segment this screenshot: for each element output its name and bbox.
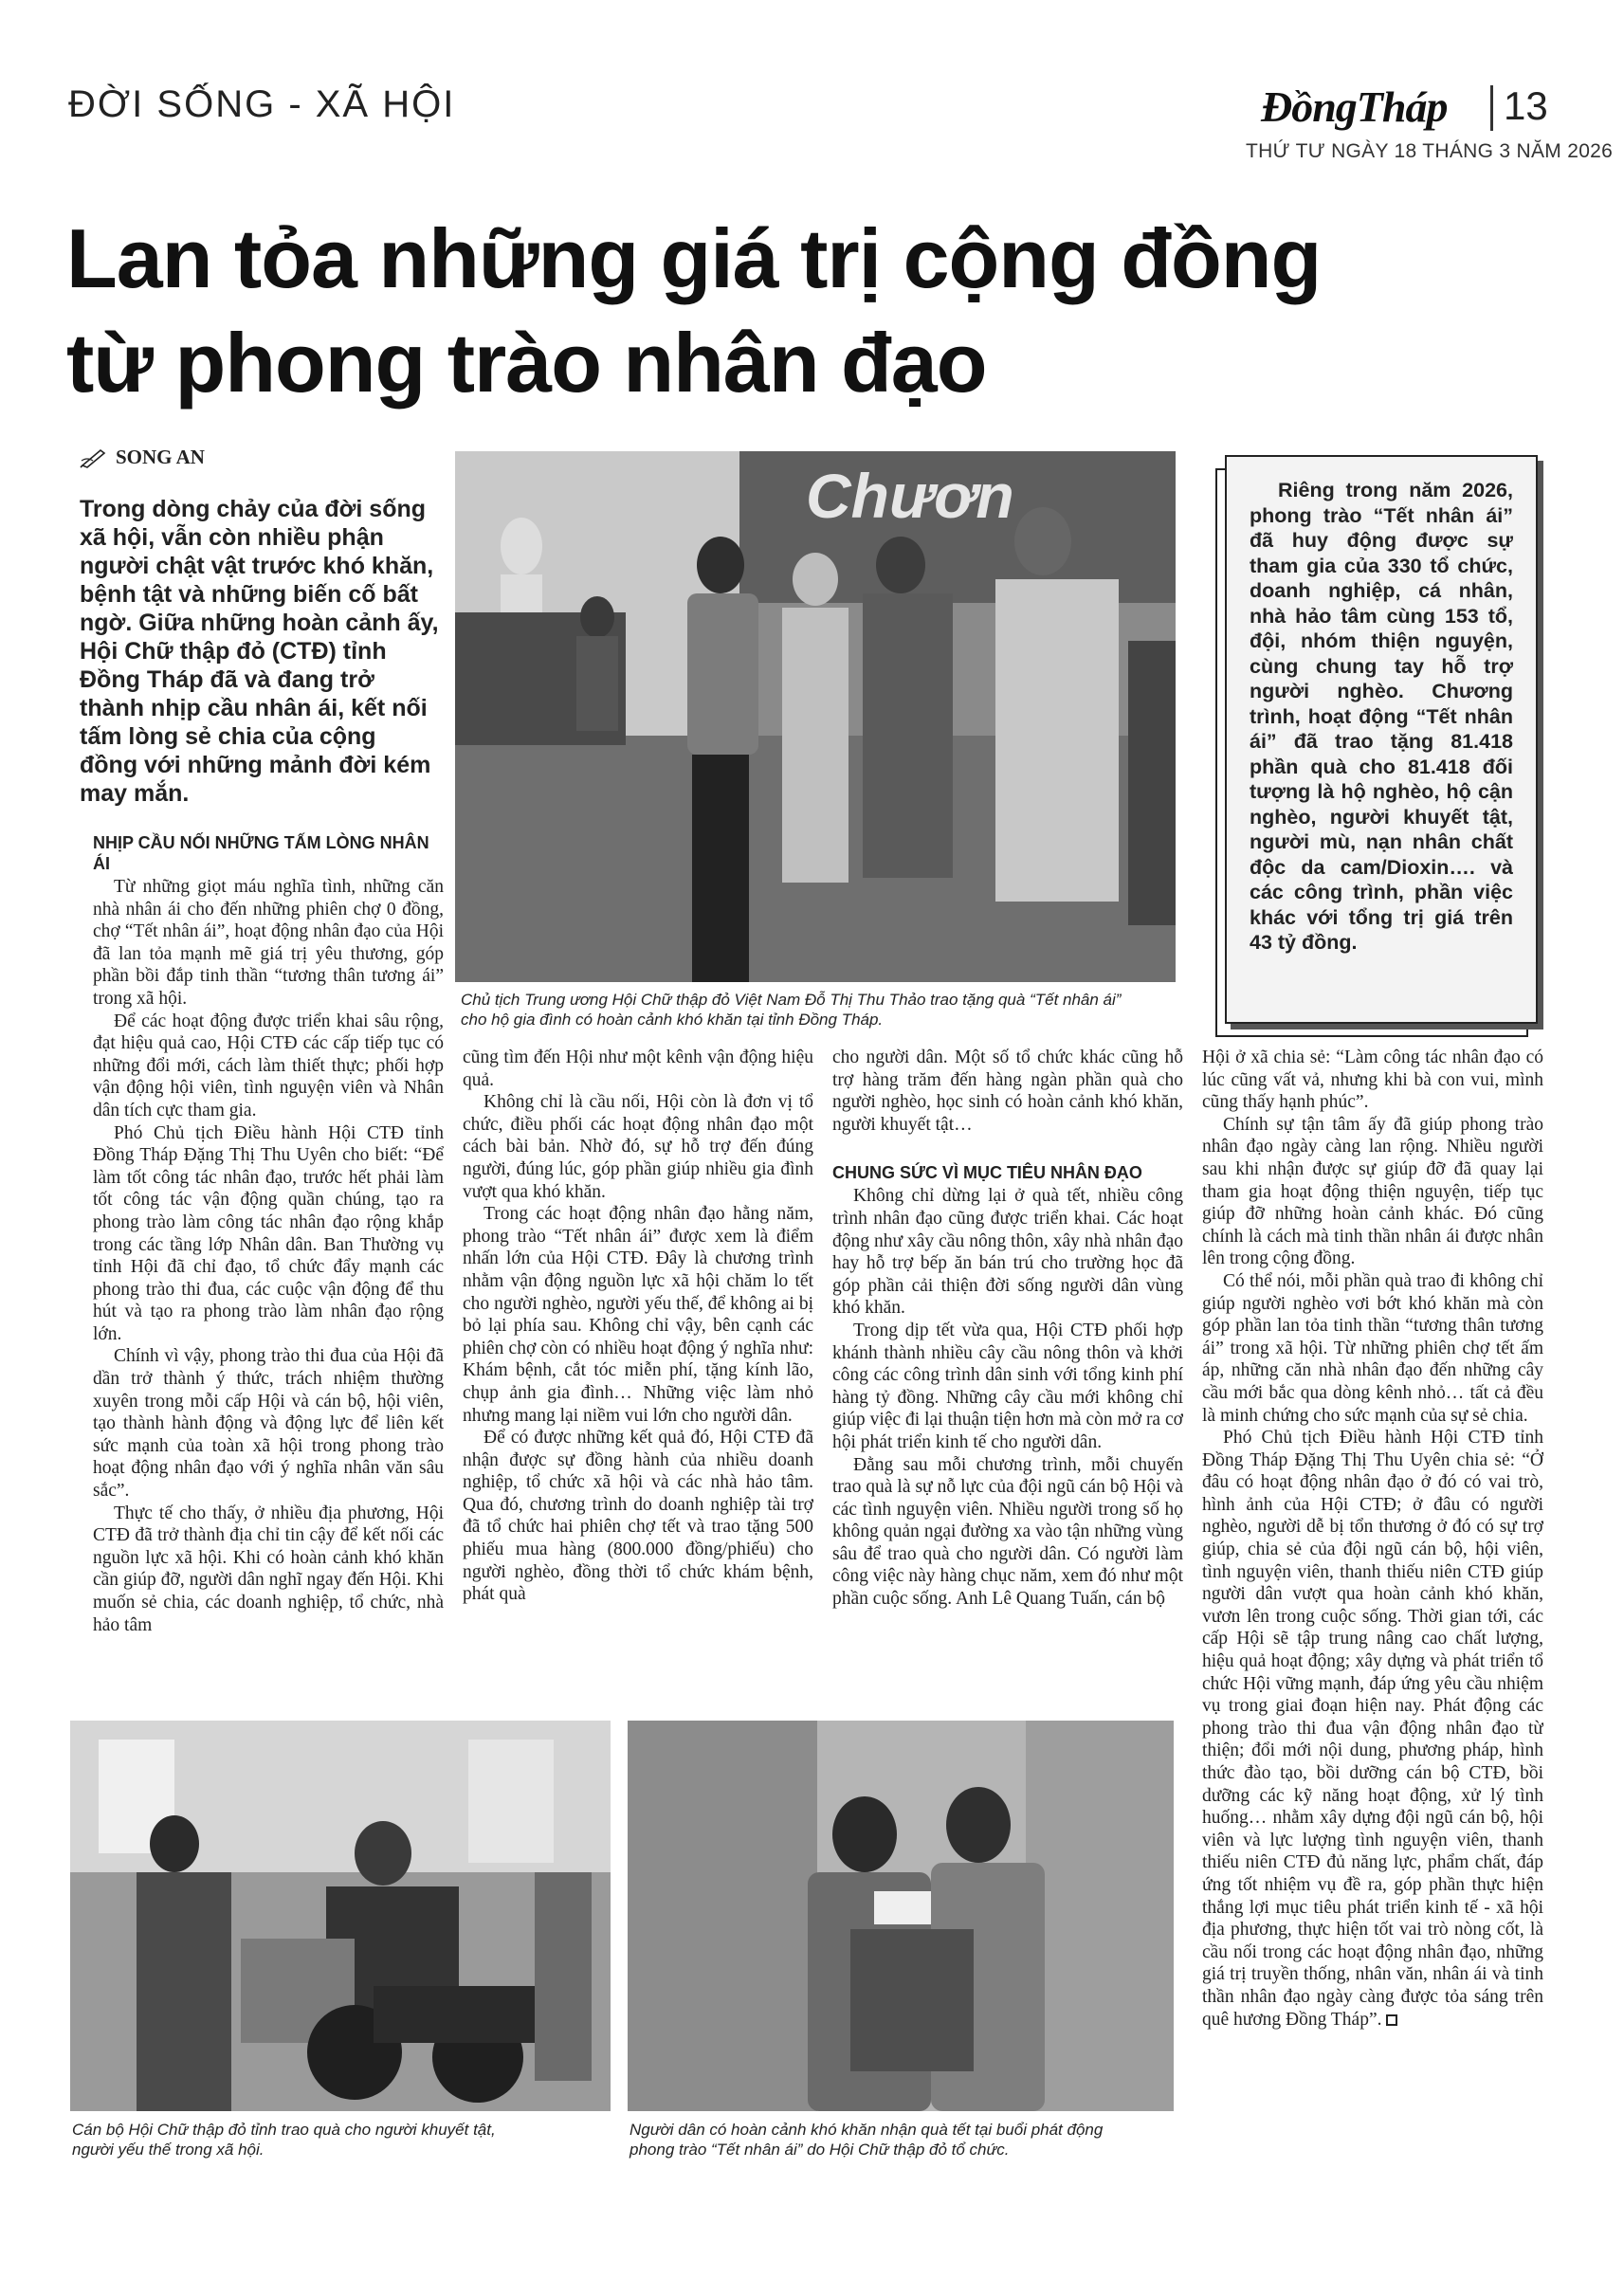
highlight-box-text: Riêng trong năm 2026, phong trào “Tết nhân ái” đã huy động được sự tham gia của 330 tổ chức, doanh nghiệp, cá nhân, nhà hảo tâm cùng 153 tổ, đội, nhóm thiện nguyện, cùng chung tay hỗ trợ người nghèo. Chương trình, hoạt động “Tết nhân ái” đã trao tặng 81.418 phần quà cho 81.418 đối tượng là hộ nghèo, hộ cận nghèo, người khuyết tật, người mù, nạn nhân chất độc da cam/Dioxin…. và các công trình, phần việc khác với tổng trị giá trên 43 tỷ đồng. (1250, 479, 1513, 954)
main-photo (455, 451, 1176, 982)
body-paragraph: Hội ở xã chia sẻ: “Làm công tác nhân đạo có lúc cũng vất vả, nhưng khi bà con vui, mình cũng thấy hạnh phúc”. (1202, 1048, 1543, 1113)
page-number-divider (1490, 85, 1493, 131)
body-paragraph: cũng tìm đến Hội như một kênh vận động hiệu quả. (463, 1048, 813, 1090)
issue-date: THỨ TƯ NGÀY 18 THÁNG 3 NĂM 2026 (1246, 140, 1614, 162)
masthead-logo: ĐồngTháp (1261, 82, 1448, 131)
body-paragraph: Từ những giọt máu nghĩa tình, những căn nhà nhân ái cho đến những phiên chợ 0 đồng, chợ “Tết nhân ái”, hoạt động nhân đạo của Hội đã lan tỏa mạnh mẽ giá trị yêu thương, góp phần bồi đắp tinh thần “tương thân tương ái” trong xã hội. (93, 877, 444, 1009)
bottom-left-caption-line-2: người yếu thế trong xã hội. (72, 2141, 265, 2159)
subheading-2: CHUNG SỨC VÌ MỤC TIÊU NHÂN ĐẠO (832, 1163, 1142, 1183)
body-paragraph: Chính sự tận tâm ấy đã giúp phong trào nhân đạo ngày càng lan rộng. Nhiều người sau khi nhận được sự giúp đỡ đã quay lại tham gia hoạt động thiện nguyện, tiếp tục giúp đỡ những hoàn cảnh khác. Đó cũng chính là cách mà tinh thần nhân ái được nhân lên trong cộng đồng. (1202, 1114, 1543, 1269)
highlight-box (1215, 468, 1528, 1037)
bottom-right-caption-line-1: Người dân có hoàn cảnh khó khăn nhận quà tết tại buổi phát động (630, 2121, 1104, 2139)
article-column-4 (1202, 1047, 1543, 2222)
byline (80, 446, 205, 469)
main-photo-caption (461, 990, 1181, 1030)
author-name: SONG AN (116, 446, 205, 468)
pen-icon (80, 447, 108, 468)
article-column-2 (463, 1047, 813, 1710)
bottom-right-caption-line-2: phong trào “Tết nhân ái” do Hội Chữ thập đỏ tổ chức. (630, 2141, 1010, 2159)
subheading-1: NHỊP CẦU NỐI NHỮNG TẤM LÒNG NHÂN ÁI (93, 833, 429, 873)
bottom-left-caption-line-1: Cán bộ Hội Chữ thập đỏ tỉnh trao quà cho người khuyết tật, (72, 2121, 496, 2139)
body-paragraph: Không chỉ dừng lại ở quà tết, nhiều công trình nhân đạo cũng được triển khai. Các hoạt động như xây cầu nông thôn, xây nhà nhân đạo hay hỗ trợ bếp ăn bán trú cho trường học đã góp phần cải thiện đời sống người dân vùng khó khăn. (832, 1186, 1183, 1319)
bottom-left-caption (72, 2120, 612, 2159)
body-paragraph: Không chỉ là cầu nối, Hội còn là đơn vị tổ chức, điều phối các hoạt động nhân đạo một cách bài bản. Nhờ đó, sự hỗ trợ đến đúng người, đúng lúc, góp phần giúp nhiều gia đình vượt qua khó khăn. (463, 1092, 813, 1202)
bottom-left-photo (70, 1721, 611, 2111)
body-paragraph: Có thể nói, mỗi phần quà trao đi không chỉ giúp người nghèo vơi bớt khó khăn mà còn góp phần lan tỏa tinh thần “tương thân tương ái” trong xã hội. Từ những phiên chợ tết ấm áp, những căn nhà nhân đạo đến những cây cầu mới bắc qua dòng kênh nhỏ… tất cả đều là minh chứng cho sức mạnh của sự sẻ chia. (1202, 1270, 1543, 1426)
body-paragraph: Trong dịp tết vừa qua, Hội CTĐ phối hợp khánh thành nhiều cây cầu nông thôn và khởi công các công trình dân sinh với tổng kinh phí hàng tỷ đồng. Những cây cầu mới không chỉ giúp việc đi lại thuận tiện hơn mà còn mở ra cơ hội phát triển kinh tế cho người dân. (832, 1320, 1183, 1452)
article-column-3 (832, 1047, 1183, 1710)
bottom-right-photo (628, 1721, 1174, 2111)
body-paragraph: Để các hoạt động được triển khai sâu rộng, đạt hiệu quả cao, Hội CTĐ các cấp tiếp tục có những đổi mới, cách làm thiết thực; phối hợp vận động hội viên, tình nguyện viên và Nhân dân tích cực tham gia. (93, 1011, 444, 1121)
body-paragraph: Để có được những kết quả đó, Hội CTĐ đã nhận được sự đồng hành của nhiều doanh nghiệp, tổ chức xã hội và các nhà hảo tâm. Qua đó, chương trình do doanh nghiệp tài trợ đã tổ chức hai phiên chợ tết và trao tặng 500 phiếu mua hàng (800.000 đồng/phiếu) cho người nghèo, đồng thời tổ chức khám bệnh, phát quà (463, 1428, 813, 1605)
body-paragraph: Đằng sau mỗi chương trình, mỗi chuyến trao quà là sự nỗ lực của đội ngũ cán bộ Hội và các tình nguyện viên. Nhiều người trong số họ không quản ngại đường xa vào tận những vùng sâu để trao quà cho người dân. Có người làm công việc này hàng chục năm, xem đó như một phần cuộc sống. Anh Lê Quang Tuấn, cán bộ (832, 1454, 1183, 1610)
bottom-right-caption (630, 2120, 1198, 2159)
body-paragraph: Thực tế cho thấy, ở nhiều địa phương, Hội CTĐ đã trở thành địa chỉ tin cậy để kết nối các nguồn lực xã hội. Khi có hoàn cảnh khó khăn cần giúp đỡ, người dân nghĩ ngay đến Hội. Khi muốn sẻ chia, các doanh nghiệp, tổ chức, nhà hảo tâm (93, 1503, 444, 1635)
body-paragraph: Trong các hoạt động nhân đạo hằng năm, phong trào “Tết nhân ái” được xem là điểm nhấn lớn của Hội CTĐ. Đây là chương trình nhằm vận động nguồn lực xã hội chăm lo tết cho người nghèo, người yếu thế, để không ai bị bỏ lại phía sau. Không chỉ vậy, bên cạnh các phiên chợ còn có nhiều hoạt động ý nghĩa như: Khám bệnh, cắt tóc miễn phí, tặng kính lão, chụp ảnh gia đình… Những việc làm nhỏ nhưng mang lại niềm vui lớn cho người dân. (463, 1204, 813, 1426)
main-caption-line-2: cho hộ gia đình có hoàn cảnh khó khăn tại tỉnh Đồng Tháp. (461, 1011, 884, 1029)
main-caption-line-1: Chủ tịch Trung ương Hội Chữ thập đỏ Việt Nam Đỗ Thị Thu Thảo trao tặng quà “Tết nhân ái” (461, 991, 1122, 1009)
body-paragraph: Phó Chủ tịch Điều hành Hội CTĐ tỉnh Đồng Tháp Đặng Thị Thu Uyên cho biết: “Để làm tốt công tác nhân đạo, trước hết phải làm tốt công tác vận động quần chúng, tạo ra phong trào làm công tác nhân đạo rộng khắp trong các tầng lớp Nhân dân. Ban Thường vụ tỉnh Hội đã chỉ đạo, tổ chức đẩy mạnh các phong trào thi đua, các cuộc vận động để thu hút và tạo ra phong trào làm nhân đạo rộng lớn. (93, 1122, 444, 1344)
headline-line-2: từ phong trào nhân đạo (66, 316, 987, 410)
body-paragraph-final: Phó Chủ tịch Điều hành Hội CTĐ tỉnh Đồng Tháp Đặng Thị Thu Uyên chia sẻ: “Ở đâu có hoạt động nhân đạo ở đó có vai trò, hình ảnh của Hội CTĐ; ở đâu có người nghèo, người dễ bị tổn thương ở đó có sự trợ giúp, chia sẻ của đội ngũ cán bộ, hội viên, tình nguyện viên, thanh thiếu niên CTĐ giúp người dân vượt qua hoàn cảnh khó khăn, vươn lên trong cuộc sống. Thời gian tới, các cấp Hội sẽ tập trung nâng cao chất lượng, hiệu quả hoạt động; xây dựng và phát triển tổ chức Hội vững mạnh, đáp ứng yêu cầu nhiệm vụ trong giai đoạn hiện nay. Phát động các phong trào thi đua vận động nhân đạo từ thiện; đổi mới nội dung, phương pháp, hình thức đào tạo, bồi dưỡng cán bộ CTĐ, bồi dưỡng các kỹ năng hoạt động, xử lý tình huống… nhằm xây dựng đội ngũ cán bộ, hội viên và lực lượng tình nguyện viên, thanh thiếu niên CTĐ đủ năng lực, phẩm chất, đáp ứng tốt nhiệm vụ đề ra, góp phần thực hiện thắng lợi mục tiêu phát triển kinh tế - xã hội địa phương, thực hiện tốt vai trò nòng cốt, là cầu nối trong các hoạt động nhân đạo, những giá trị truyền thống, nhân văn, nhân ái và tinh thần nhân đạo ngày càng được tỏa sáng trên quê hương Đồng Tháp”. (1202, 1428, 1543, 2030)
event-banner-text: Chươn (806, 461, 1014, 531)
body-paragraph: cho người dân. Một số tổ chức khác cũng hỗ trợ hàng trăm đến hàng ngàn phần quà cho người nghèo, học sinh có hoàn cảnh khó khăn, người khuyết tật… (832, 1048, 1183, 1135)
section-name: ĐỜI SỐNG - XÃ HỘI (68, 83, 456, 125)
article-column-1 (93, 832, 444, 1714)
headline (66, 207, 1574, 415)
page-number: 13 (1504, 83, 1548, 128)
lead-paragraph: Trong dòng chảy của đời sống xã hội, vẫn còn nhiều phận người chật vật trước khó khăn, bệnh tật và những biến cố bất ngờ. Giữa những hoàn cảnh ấy, Hội Chữ thập đỏ (CTĐ) tỉnh Đồng Tháp đã và đang trở thành nhịp cầu nhân ái, kết nối tấm lòng sẻ chia của cộng đồng với những mảnh đời kém may mắn. (80, 496, 439, 807)
body-paragraph: Chính vì vậy, phong trào thi đua của Hội đã dần trở thành ý thức, trách nhiệm thường xuyên trong mỗi cấp Hội và cán bộ, hội viên, tạo thành hành động và động lực để liên kết sức mạnh của toàn xã hội trong phong trào hoạt động nhân đạo với ý nghĩa nhân văn sâu sắc”. (93, 1346, 444, 1502)
headline-line-1: Lan tỏa những giá trị cộng đồng (66, 211, 1322, 305)
end-of-article-mark (1386, 2014, 1397, 2026)
